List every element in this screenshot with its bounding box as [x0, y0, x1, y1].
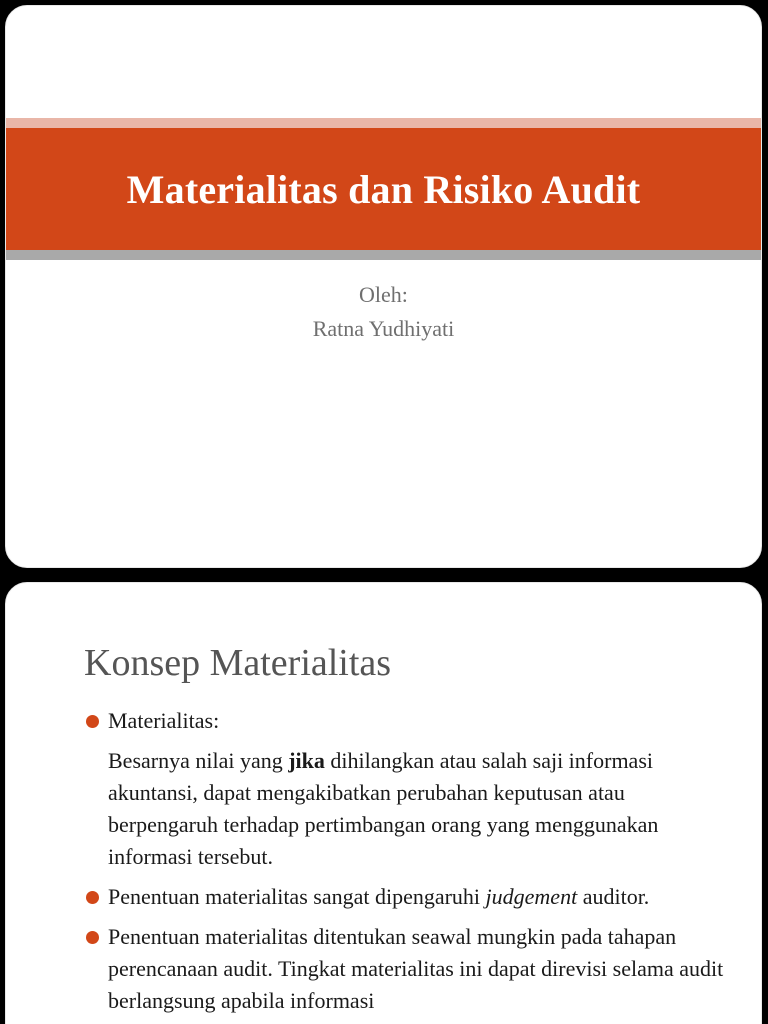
- bullet-text-part: auditor.: [577, 884, 650, 909]
- definition-text-part: Besarnya nilai yang: [108, 748, 289, 773]
- slide-content: [86, 705, 726, 1024]
- definition-bold-word: jika: [288, 748, 325, 773]
- slide-subtitle: [6, 278, 761, 346]
- title-band-bottom-stripe: [6, 250, 761, 260]
- bullet-text-part: Penentuan materialitas sangat dipengaruhi: [108, 884, 486, 909]
- bullet-dot-icon: [86, 715, 99, 728]
- subtitle-line-oleh: Oleh:: [359, 282, 408, 307]
- content-slide: [5, 582, 762, 1024]
- bullet-item: [86, 705, 726, 737]
- bullet-text: Materialitas:: [108, 708, 220, 733]
- bullet-italic-word: judgement: [485, 884, 578, 909]
- title-band: [6, 128, 761, 250]
- slide-title: Materialitas dan Risiko Audit: [126, 166, 641, 212]
- definition-text-part: dihilangkan atau salah saji informasi akuntansi, dapat mengakibatkan perubahan keputusan atau berpengaruh terhadap pertimbangan orang yang menggunakan informasi tersebut.: [108, 748, 659, 869]
- subtitle-line-author: Ratna Yudhiyati: [312, 316, 455, 341]
- bullet-item: [86, 881, 726, 913]
- bullet-dot-icon: [86, 891, 99, 904]
- bullet-text: Penentuan materialitas ditentukan seawal mungkin pada tahapan perencanaan audit. Tingkat materialitas ini dapat direvisi selama audit berlangsung apabila informasi: [108, 924, 724, 1013]
- bullet-item: [86, 921, 726, 1017]
- bullet-dot-icon: [86, 931, 99, 944]
- title-band-top-stripe: [6, 118, 761, 128]
- title-slide: [5, 5, 762, 568]
- definition-paragraph: [86, 745, 726, 873]
- slide-heading: Konsep Materialitas: [84, 642, 392, 684]
